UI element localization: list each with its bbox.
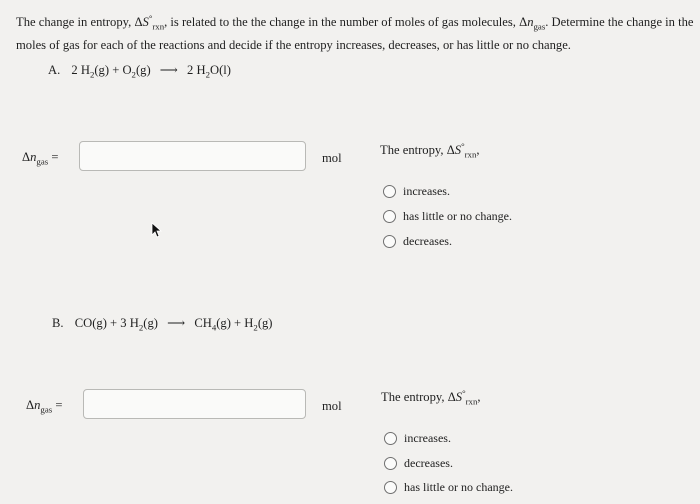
option-b-little-change[interactable]: has little or no change. [384,480,513,495]
option-a-increases[interactable]: increases. [383,184,450,199]
delta-n-gas-input-a[interactable] [79,141,306,171]
radio-icon[interactable] [383,185,396,198]
option-a-decreases[interactable]: decreases. [383,234,452,249]
radio-icon[interactable] [384,481,397,494]
option-b-increases[interactable]: increases. [384,431,451,446]
mol-unit-a: mol [322,151,342,165]
option-b-decreases[interactable]: decreases. [384,456,453,471]
entropy-prompt-b: The entropy, $\Delta S^\circ_{rxn}$, [381,388,481,407]
question-intro: The change in entropy, $\Delta S^\circ_{rxn}$, is related to the the change in the number of moles of gas molecules, $\Delta n_{gas}$. Determine the change in the moles of gas for each of the reactions and decide if the entropy increases, decreases, or has little or no change. [16,13,694,52]
entropy-prompt-a: The entropy, $\Delta S^\circ_{rxn}$, [380,141,480,160]
reaction-b-equation: B. CO(g) + 3 $H_2(g)$ ⟶ $CH_4(g) + H_2(g)$ [52,316,273,333]
radio-icon[interactable] [384,432,397,445]
radio-icon[interactable] [383,210,396,223]
mol-unit-b: mol [322,399,342,413]
radio-icon[interactable] [384,457,397,470]
delta-n-gas-input-b[interactable] [83,389,306,419]
option-a-little-change[interactable]: has little or no change. [383,209,512,224]
reaction-arrow-icon: ⟶ [167,316,186,330]
delta-n-gas-label-b: $\Delta n_{gas}$ = [26,398,63,415]
reaction-a-equation: A. 2 $H_2(g) + O_2(g)$ ⟶ 2 $H_2O(l)$ [48,63,231,80]
mouse-cursor-icon [150,222,162,238]
delta-n-gas-label-a: $\Delta n_{gas}$ = [22,150,59,167]
radio-icon[interactable] [383,235,396,248]
reaction-arrow-icon: ⟶ [159,63,178,77]
